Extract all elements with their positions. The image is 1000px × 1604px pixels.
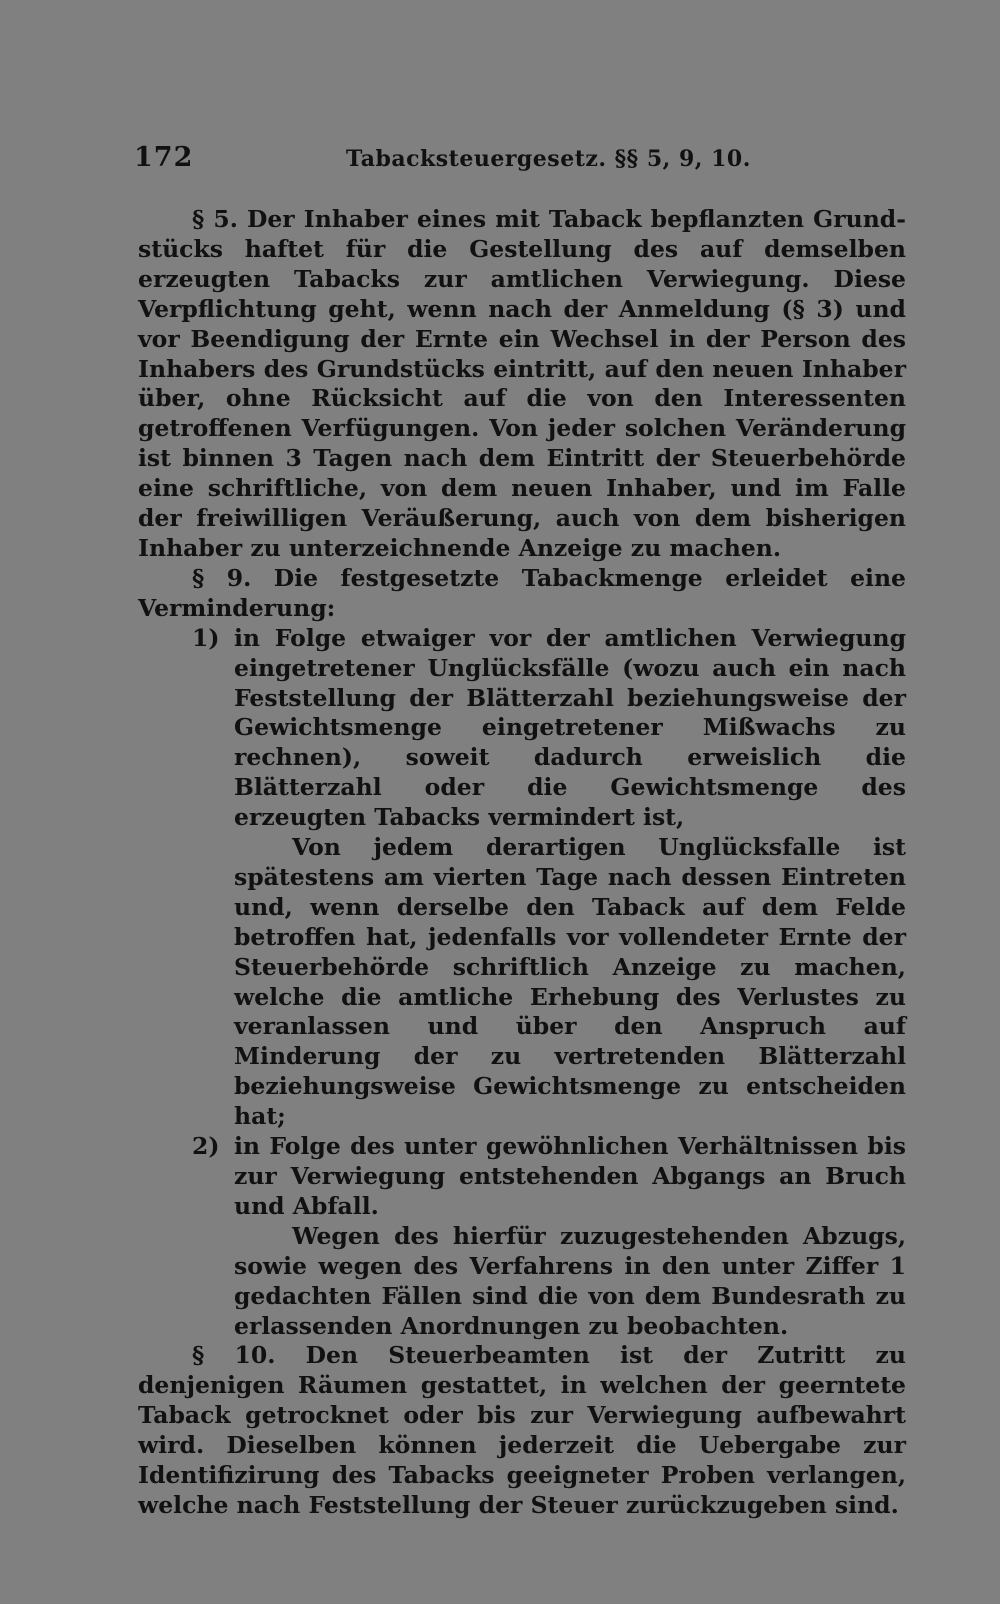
item-1-text: in Folge etwaiger vor der amtlichen Verwiegung eingetretener Unglücksfälle (wozu auch ein nach Feststellung der Blätterzahl beziehungsweise der Gewichtsmenge eingetretener Mißwachs zu rechnen), soweit dadurch erweislich die Blätterzahl oder die Gewichtsmenge des erzeugten Tabacks vermindert ist, bbox=[234, 623, 906, 832]
section-9-intro-paragraph bbox=[138, 564, 906, 624]
section-9-item-1-subparagraph bbox=[138, 833, 906, 1132]
section-9-item-1 bbox=[138, 624, 906, 833]
section-5-paragraph bbox=[138, 205, 906, 564]
page-body bbox=[138, 205, 906, 1521]
section-10-text: Den Steuerbeamten ist der Zutritt zu denjenigen Räumen gestattet, in welchen der geerntete Taback getrocknet oder bis zur Verwiegung aufbewahrt wird. Dieselben können jederzeit die Uebergabe zur Identifizirung des Tabacks geeigneter Proben verlangen, welche nach Feststellung der Steuer zurückzugeben sind. bbox=[138, 1341, 906, 1519]
running-head: Tabacksteuergesetz. §§ 5, 9, 10. bbox=[346, 146, 751, 172]
item-2-subtext: Wegen des hierfür zuzugestehenden Abzugs, sowie wegen des Verfahrens in den unter Ziffer 1 gedachten Fällen sind die von dem Bundesrath zu erlassenden Anordnungen zu beobachten. bbox=[234, 1221, 906, 1340]
section-5-text: Der Inhaber eines mit Taback bepflanzten Grundstücks haftet für die Gestellung des auf demselben erzeugten Tabacks zur amtlichen Verwiegung. Diese Verpflichtung geht, wenn nach der Anmeldung (§ 3) und vor Beendigung der Ernte ein Wechsel in der Person des Inhabers des Grundstücks eintritt, auf den neuen Inhaber über, ohne Rücksicht auf die von den Interessenten getroffenen Verfügungen. Von jeder solchen Veränderung ist binnen 3 Tagen nach dem Eintritt der Steuerbehörde eine schriftliche, von dem neuen Inhaber, und im Falle der freiwilligen Veräußerung, auch von dem bisherigen Inhaber zu unterzeichnende Anzeige zu machen. bbox=[138, 205, 906, 562]
page-number: 172 bbox=[134, 142, 194, 173]
section-9-number: § 9. bbox=[192, 563, 252, 592]
section-10-number: § 10. bbox=[192, 1341, 276, 1370]
page-header bbox=[134, 142, 914, 182]
section-9-intro: Die festgesetzte Tabackmenge erleidet eine Verminderung: bbox=[138, 563, 906, 622]
section-10-paragraph bbox=[138, 1341, 906, 1520]
section-9-item-2 bbox=[138, 1132, 906, 1222]
section-9-item-2-subparagraph bbox=[138, 1222, 906, 1342]
section-5-number: § 5. bbox=[192, 205, 238, 233]
item-1-number: 1) bbox=[192, 623, 220, 652]
item-2-text: in Folge des unter gewöhnlichen Verhältnissen bis zur Verwiegung entstehenden Abgangs an Bruch und Abfall. bbox=[234, 1132, 906, 1220]
item-2-number: 2) bbox=[192, 1132, 220, 1161]
item-1-subtext: Von jedem derartigen Unglücksfalle ist spätestens am vierten Tage nach dessen Eintreten und, wenn derselbe den Taback auf dem Felde betroffen hat, jedenfalls vor vollendeter Ernte der Steuerbehörde schriftlich Anzeige zu machen, welche die amtliche Erhebung des Verlustes zu veranlassen und über den Anspruch auf Minderung der zu vertretenden Blätterzahl beziehungsweise Gewichtsmenge zu entscheiden hat; bbox=[234, 833, 906, 1131]
